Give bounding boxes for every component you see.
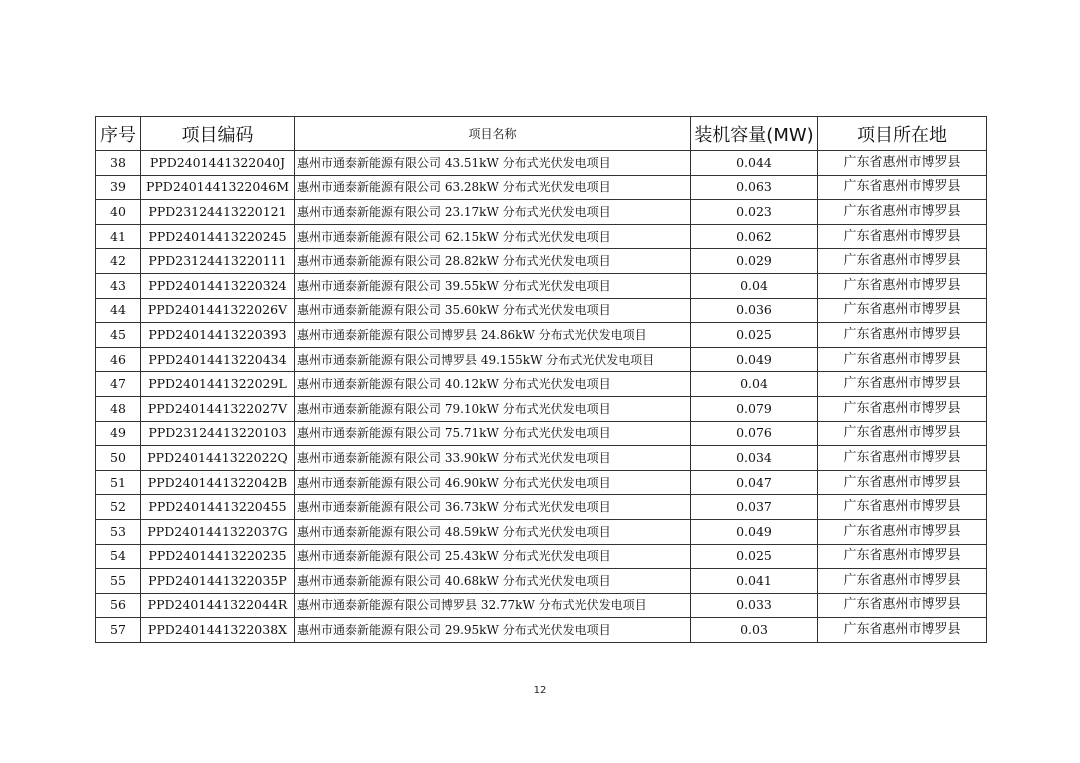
cell-index: 39 [96, 175, 141, 200]
cell-location: 广东省惠州市博罗县 [818, 446, 987, 471]
cell-capacity: 0.029 [691, 249, 818, 274]
cell-name: 惠州市通泰新能源有限公司 35.60kW 分布式光伏发电项目 [295, 298, 691, 323]
cell-capacity: 0.04 [691, 372, 818, 397]
cell-name: 惠州市通泰新能源有限公司 36.73kW 分布式光伏发电项目 [295, 495, 691, 520]
cell-index: 52 [96, 495, 141, 520]
cell-name: 惠州市通泰新能源有限公司 25.43kW 分布式光伏发电项目 [295, 544, 691, 569]
table-row [96, 175, 987, 200]
cell-index: 50 [96, 446, 141, 471]
cell-location: 广东省惠州市博罗县 [818, 495, 987, 520]
cell-capacity: 0.044 [691, 151, 818, 176]
cell-capacity: 0.025 [691, 323, 818, 348]
table-row [96, 396, 987, 421]
cell-code: PPD23124413220111 [141, 249, 295, 274]
cell-location: 广东省惠州市博罗县 [818, 323, 987, 348]
cell-index: 55 [96, 569, 141, 594]
cell-index: 46 [96, 347, 141, 372]
cell-capacity: 0.033 [691, 593, 818, 618]
cell-capacity: 0.025 [691, 544, 818, 569]
project-table [95, 116, 987, 643]
cell-index: 42 [96, 249, 141, 274]
cell-capacity: 0.03 [691, 618, 818, 643]
cell-index: 48 [96, 396, 141, 421]
table-row [96, 569, 987, 594]
table-row [96, 347, 987, 372]
table-row [96, 470, 987, 495]
cell-index: 41 [96, 224, 141, 249]
table-row [96, 593, 987, 618]
cell-code: PPD2401441322046M [141, 175, 295, 200]
header-location: 项目所在地 [818, 117, 987, 151]
cell-code: PPD24014413220455 [141, 495, 295, 520]
cell-capacity: 0.062 [691, 224, 818, 249]
cell-name: 惠州市通泰新能源有限公司 29.95kW 分布式光伏发电项目 [295, 618, 691, 643]
header-name: 项目名称 [295, 117, 691, 151]
cell-code: PPD2401441322042B [141, 470, 295, 495]
table-row [96, 200, 987, 225]
cell-name: 惠州市通泰新能源有限公司 63.28kW 分布式光伏发电项目 [295, 175, 691, 200]
cell-capacity: 0.037 [691, 495, 818, 520]
table-row [96, 298, 987, 323]
table-row [96, 421, 987, 446]
cell-capacity: 0.049 [691, 519, 818, 544]
cell-name: 惠州市通泰新能源有限公司 23.17kW 分布式光伏发电项目 [295, 200, 691, 225]
table-row [96, 151, 987, 176]
cell-capacity: 0.076 [691, 421, 818, 446]
table-row [96, 249, 987, 274]
cell-name: 惠州市通泰新能源有限公司 40.68kW 分布式光伏发电项目 [295, 569, 691, 594]
cell-location: 广东省惠州市博罗县 [818, 593, 987, 618]
table-row [96, 224, 987, 249]
cell-location: 广东省惠州市博罗县 [818, 200, 987, 225]
cell-capacity: 0.047 [691, 470, 818, 495]
cell-code: PPD24014413220324 [141, 273, 295, 298]
page-number: 12 [533, 685, 547, 696]
cell-index: 47 [96, 372, 141, 397]
cell-index: 49 [96, 421, 141, 446]
cell-capacity: 0.04 [691, 273, 818, 298]
table-row [96, 519, 987, 544]
cell-location: 广东省惠州市博罗县 [818, 396, 987, 421]
cell-location: 广东省惠州市博罗县 [818, 544, 987, 569]
cell-index: 54 [96, 544, 141, 569]
header-capacity: 装机容量(MW) [691, 117, 818, 151]
cell-index: 38 [96, 151, 141, 176]
cell-code: PPD24014413220434 [141, 347, 295, 372]
table-row [96, 273, 987, 298]
cell-name: 惠州市通泰新能源有限公司 39.55kW 分布式光伏发电项目 [295, 273, 691, 298]
cell-code: PPD2401441322035P [141, 569, 295, 594]
cell-capacity: 0.023 [691, 200, 818, 225]
cell-location: 广东省惠州市博罗县 [818, 224, 987, 249]
cell-name: 惠州市通泰新能源有限公司博罗县 49.155kW 分布式光伏发电项目 [295, 347, 691, 372]
cell-code: PPD2401441322026V [141, 298, 295, 323]
cell-code: PPD23124413220103 [141, 421, 295, 446]
cell-location: 广东省惠州市博罗县 [818, 470, 987, 495]
table-header-row [96, 117, 987, 151]
cell-code: PPD2401441322040J [141, 151, 295, 176]
cell-name: 惠州市通泰新能源有限公司 33.90kW 分布式光伏发电项目 [295, 446, 691, 471]
cell-code: PPD24014413220235 [141, 544, 295, 569]
cell-code: PPD2401441322022Q [141, 446, 295, 471]
cell-location: 广东省惠州市博罗县 [818, 372, 987, 397]
cell-name: 惠州市通泰新能源有限公司博罗县 24.86kW 分布式光伏发电项目 [295, 323, 691, 348]
cell-index: 51 [96, 470, 141, 495]
header-index: 序号 [96, 117, 141, 151]
cell-index: 57 [96, 618, 141, 643]
cell-capacity: 0.049 [691, 347, 818, 372]
cell-location: 广东省惠州市博罗县 [818, 298, 987, 323]
cell-code: PPD24014413220393 [141, 323, 295, 348]
cell-name: 惠州市通泰新能源有限公司 48.59kW 分布式光伏发电项目 [295, 519, 691, 544]
cell-capacity: 0.034 [691, 446, 818, 471]
cell-location: 广东省惠州市博罗县 [818, 273, 987, 298]
cell-index: 40 [96, 200, 141, 225]
cell-location: 广东省惠州市博罗县 [818, 421, 987, 446]
table-row [96, 446, 987, 471]
cell-name: 惠州市通泰新能源有限公司 43.51kW 分布式光伏发电项目 [295, 151, 691, 176]
cell-index: 45 [96, 323, 141, 348]
cell-name: 惠州市通泰新能源有限公司博罗县 32.77kW 分布式光伏发电项目 [295, 593, 691, 618]
table-row [96, 495, 987, 520]
cell-location: 广东省惠州市博罗县 [818, 249, 987, 274]
cell-code: PPD2401441322037G [141, 519, 295, 544]
cell-index: 56 [96, 593, 141, 618]
cell-code: PPD24014413220245 [141, 224, 295, 249]
header-code: 项目编码 [141, 117, 295, 151]
cell-capacity: 0.063 [691, 175, 818, 200]
cell-name: 惠州市通泰新能源有限公司 75.71kW 分布式光伏发电项目 [295, 421, 691, 446]
cell-capacity: 0.036 [691, 298, 818, 323]
cell-capacity: 0.079 [691, 396, 818, 421]
cell-name: 惠州市通泰新能源有限公司 28.82kW 分布式光伏发电项目 [295, 249, 691, 274]
cell-index: 53 [96, 519, 141, 544]
cell-location: 广东省惠州市博罗县 [818, 618, 987, 643]
cell-index: 43 [96, 273, 141, 298]
cell-location: 广东省惠州市博罗县 [818, 519, 987, 544]
cell-index: 44 [96, 298, 141, 323]
cell-location: 广东省惠州市博罗县 [818, 175, 987, 200]
cell-name: 惠州市通泰新能源有限公司 79.10kW 分布式光伏发电项目 [295, 396, 691, 421]
cell-code: PPD2401441322044R [141, 593, 295, 618]
table-row [96, 372, 987, 397]
cell-capacity: 0.041 [691, 569, 818, 594]
cell-name: 惠州市通泰新能源有限公司 62.15kW 分布式光伏发电项目 [295, 224, 691, 249]
cell-name: 惠州市通泰新能源有限公司 46.90kW 分布式光伏发电项目 [295, 470, 691, 495]
table-row [96, 618, 987, 643]
cell-location: 广东省惠州市博罗县 [818, 569, 987, 594]
table-row [96, 323, 987, 348]
cell-code: PPD2401441322029L [141, 372, 295, 397]
cell-code: PPD2401441322027V [141, 396, 295, 421]
cell-location: 广东省惠州市博罗县 [818, 347, 987, 372]
table-row [96, 544, 987, 569]
cell-name: 惠州市通泰新能源有限公司 40.12kW 分布式光伏发电项目 [295, 372, 691, 397]
cell-code: PPD2401441322038X [141, 618, 295, 643]
cell-location: 广东省惠州市博罗县 [818, 151, 987, 176]
cell-code: PPD23124413220121 [141, 200, 295, 225]
table-body [96, 151, 987, 643]
